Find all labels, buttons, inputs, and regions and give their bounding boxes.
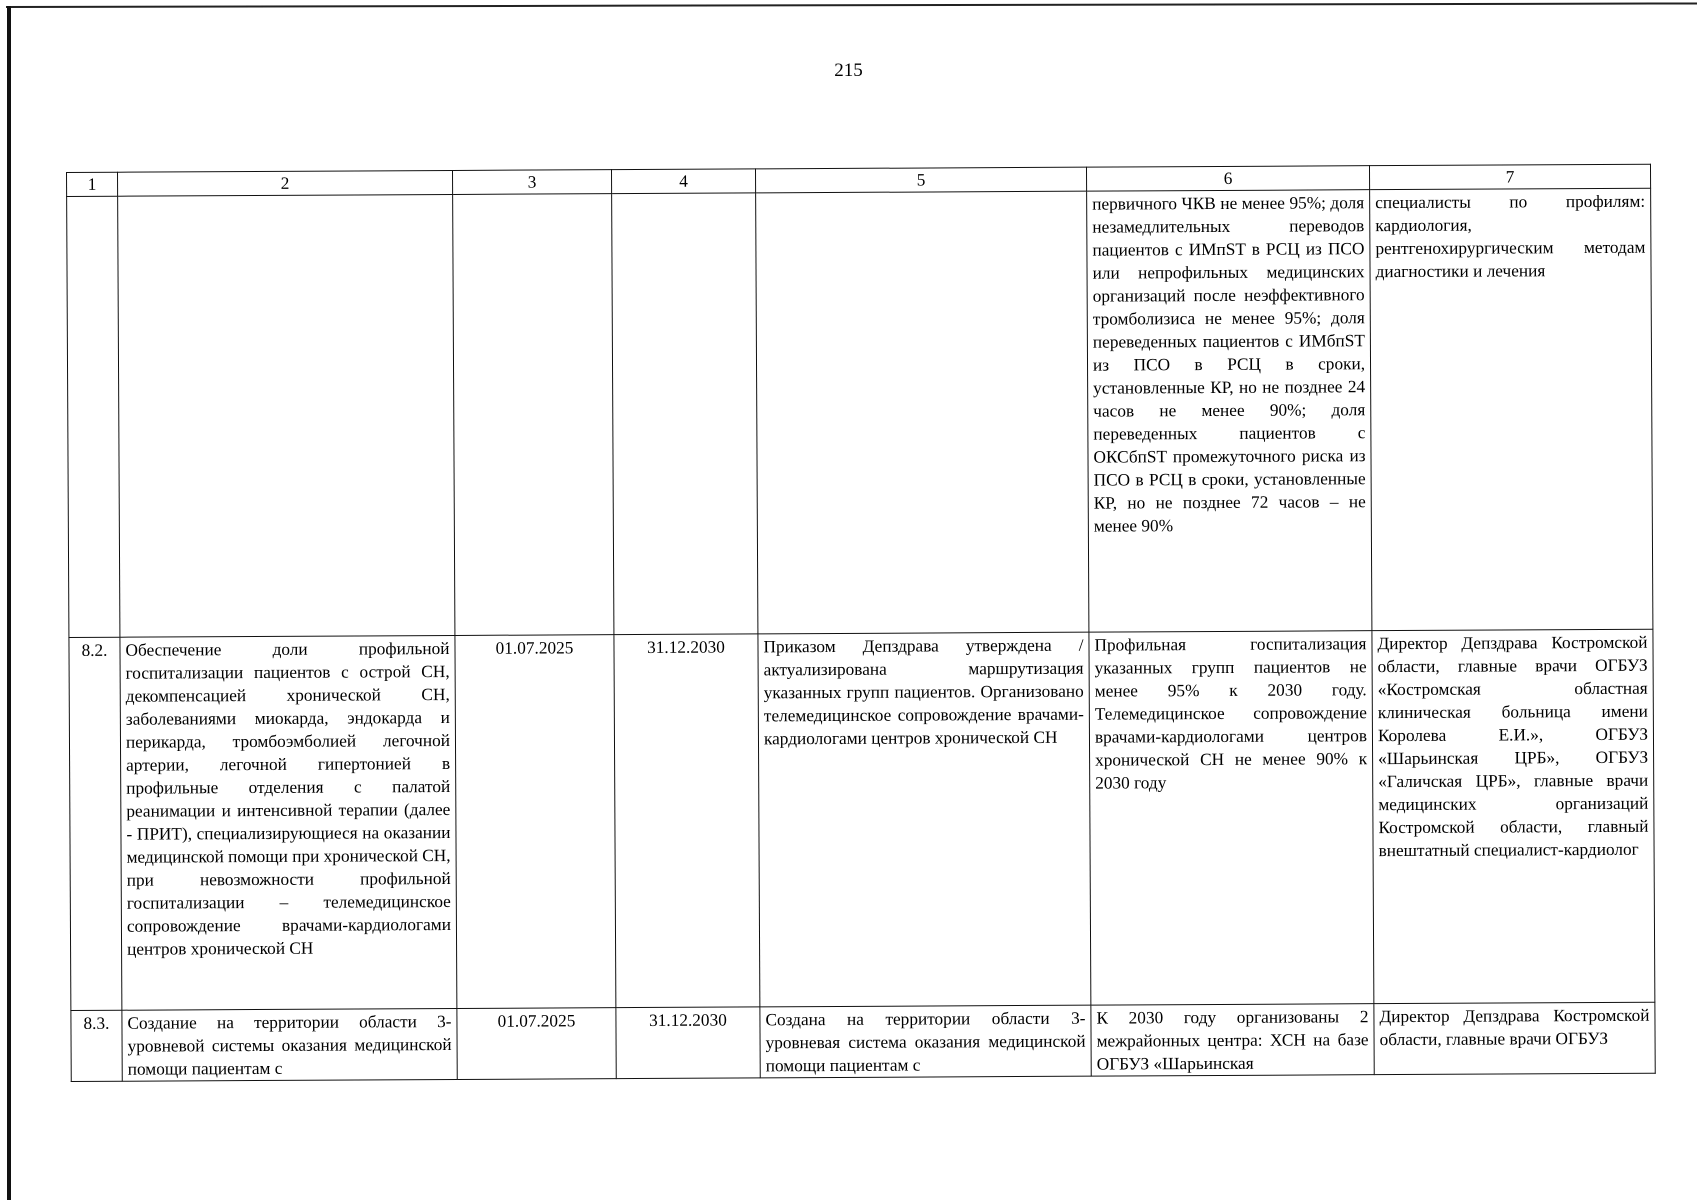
document-sheet (66, 164, 1655, 1082)
row-number: 8.2. (69, 637, 122, 1010)
scan-edge-top (6, 2, 1697, 8)
start-date-cell (453, 194, 614, 636)
column-number: 3 (452, 170, 611, 195)
measure-cell (118, 194, 455, 637)
result-cell (756, 191, 1089, 634)
column-number: 6 (1086, 166, 1369, 191)
indicator-cell: первичного ЧКВ не менее 95%; доля незамедлительных переводов пациентов с ИМпST в РСЦ из ПСО или непрофильных медицинских организаций после неэффективного тромболизиса не менее 95%; доля переведенных пациентов с ИМбпST из ПСО в РСЦ в сроки, установленные КР, но не позднее 24 часов не менее 90%; доля переведенных пациентов с ОКСбпST промежуточного риска из ПСО в РСЦ в сроки, установленные КР, но не позднее 72 часов – не менее 90% (1087, 190, 1372, 632)
result-cell: Создана на территории области 3-уровневая система оказания медицинской помощи пациентам с (760, 1005, 1091, 1078)
responsible-cell: Директор Депздрава Костромской области, главные врачи ОГБУЗ (1374, 1002, 1655, 1074)
start-date-cell: 01.07.2025 (457, 1008, 616, 1080)
scan-edge-left (7, 6, 11, 1200)
column-number: 2 (118, 170, 453, 196)
measures-table (66, 164, 1656, 1082)
table-row (67, 188, 1653, 637)
responsible-cell: Директор Депздрава Костромской области, главные врачи ОГБУЗ «Костромская областная клиническая больница имени Королева Е.И.», ОГБУЗ «Шарьинская ЦРБ», ОГБУЗ «Галичская ЦРБ», главные врачи медицинских организаций Костромской области, главный внештатный специалист-кардиолог (1372, 629, 1655, 1003)
column-number: 5 (755, 167, 1086, 193)
measure-cell: Создание на территории области 3-уровневой системы оказания медицинской помощи пациентам с (122, 1008, 457, 1081)
end-date-cell: 31.12.2030 (614, 634, 760, 1008)
measure-cell: Обеспечение доли профильной госпитализации пациентов с острой СН, декомпенсацией хронической СН, заболеваниями миокарда, эндокарда и перикарда, тромбоэмболией легочной артерии, легочной гипертонией в профильные отделения с палатой реанимации и интенсивной терапии (далее - ПРИТ), специализирующиеся на оказании медицинской помощи при хронической СН, при невозможности профильной госпитализации – телемедицинское сопровождение врачами-кардиологами центров хронической СН (120, 635, 457, 1010)
indicator-cell: К 2030 году организованы 2 межрайонных центра: ХСН на базе ОГБУЗ «Шарьинская (1091, 1004, 1374, 1076)
end-date-cell: 31.12.2030 (616, 1007, 760, 1079)
start-date-cell: 01.07.2025 (455, 635, 616, 1009)
column-number: 4 (611, 169, 755, 194)
table-row (71, 1002, 1655, 1081)
page-number: 215 (834, 60, 863, 81)
indicator-cell: Профильная госпитализация указанных групп пациентов не менее 95% к 2030 году. Телемедицинское сопровождение врачами-кардиологами центров хронической СН не менее 90% к 2030 году (1089, 631, 1374, 1005)
row-number: 8.3. (71, 1010, 122, 1081)
responsible-cell: специалисты по профилям: кардиология, рентгенохирургическим методам диагностики и лечения (1370, 188, 1653, 630)
column-number: 1 (67, 172, 118, 196)
end-date-cell (612, 193, 758, 635)
table-row (69, 629, 1655, 1010)
column-number: 7 (1369, 164, 1650, 189)
result-cell: Приказом Депздрава утверждена / актуализирована маршрутизация указанных групп пациентов. Организовано телемедицинское сопровождение врачами-кардиологами центров хронической СН (758, 632, 1091, 1007)
row-number (67, 196, 120, 637)
